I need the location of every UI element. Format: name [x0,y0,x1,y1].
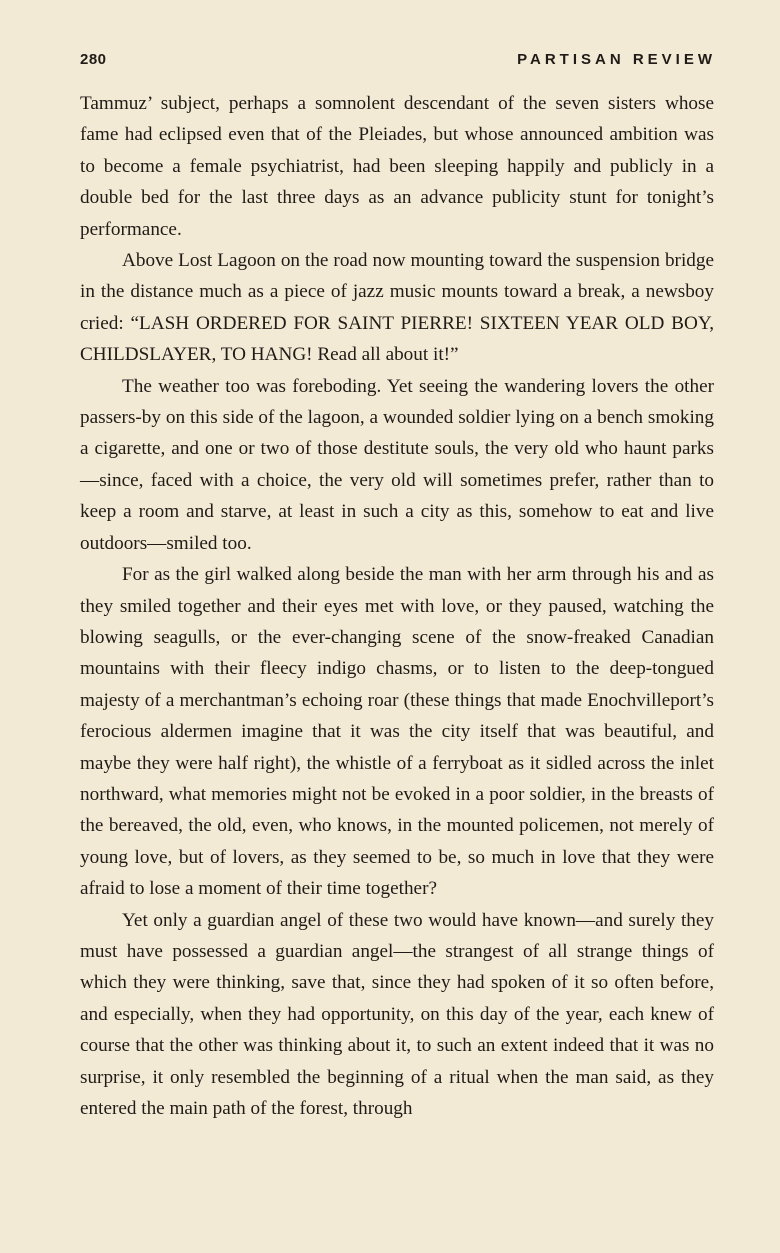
paragraph-4: For as the girl walked along beside the man with her arm through his and as they smiled together and their eyes met with love, or they paused, watching the blowing seagulls, or the ever-changing scene of the snow-freaked Canadian mountains with their fleecy indigo chasms, or to listen to the deep-tongued majesty of a merchantman’s echoing roar (these things that made Enochvilleport’s ferocious aldermen imagine that it was the city itself that was beautiful, and maybe they were half right), the whistle of a ferryboat as it sidled across the inlet northward, what memories might not be evoked in a poor soldier, in the breasts of the bereaved, the old, even, who knows, in the mounted policemen, not merely of young love, but of lovers, as they seemed to be, so much in love that they were afraid to lose a moment of their time together? [80,564,714,900]
page-number: 280 [80,51,107,68]
paragraph-2: Above Lost Lagoon on the road now mounting toward the suspension bridge in the distance much as a piece of jazz music mounts toward a break, a newsboy cried: “LASH ORDERED FOR SAINT PIERRE! SIXTEEN YEAR OLD BOY, CHILDSLAYER, TO HANG! Read all about it!” [80,250,714,366]
page-header [80,51,716,75]
paragraph-3: The weather too was foreboding. Yet seeing the wandering lovers the other passers-by on this side of the lagoon, a wounded soldier lying on a bench smoking a cigarette, and one or two of those destitute souls, the very old who haunt parks—since, faced with a choice, the very old will sometimes prefer, rather than to keep a room and starve, at least in such a city as this, somehow to eat and live outdoors—smiled too. [80,375,714,554]
running-head: PARTISAN REVIEW [517,51,716,68]
body-text [80,88,714,1124]
paragraph-1: Tammuz’ subject, perhaps a somnolent descendant of the seven sisters whose fame had eclipsed even that of the Pleiades, but whose announced ambition was to become a female psychiatrist, had been sleeping happily and publicly in a double bed for the last three days as an advance publicity stunt for tonight’s performance. [80,93,714,240]
paragraph-5: Yet only a guardian angel of these two would have known—and surely they must have possessed a guardian angel—the strangest of all strange things of which they were thinking, save that, since they had spoken of it so often before, and especially, when they had opportunity, on this day of the year, each knew of course that the other was thinking about it, to such an extent indeed that it was no surprise, it only resembled the beginning of a ritual when the man said, as they entered the main path of the forest, through [80,909,714,1119]
